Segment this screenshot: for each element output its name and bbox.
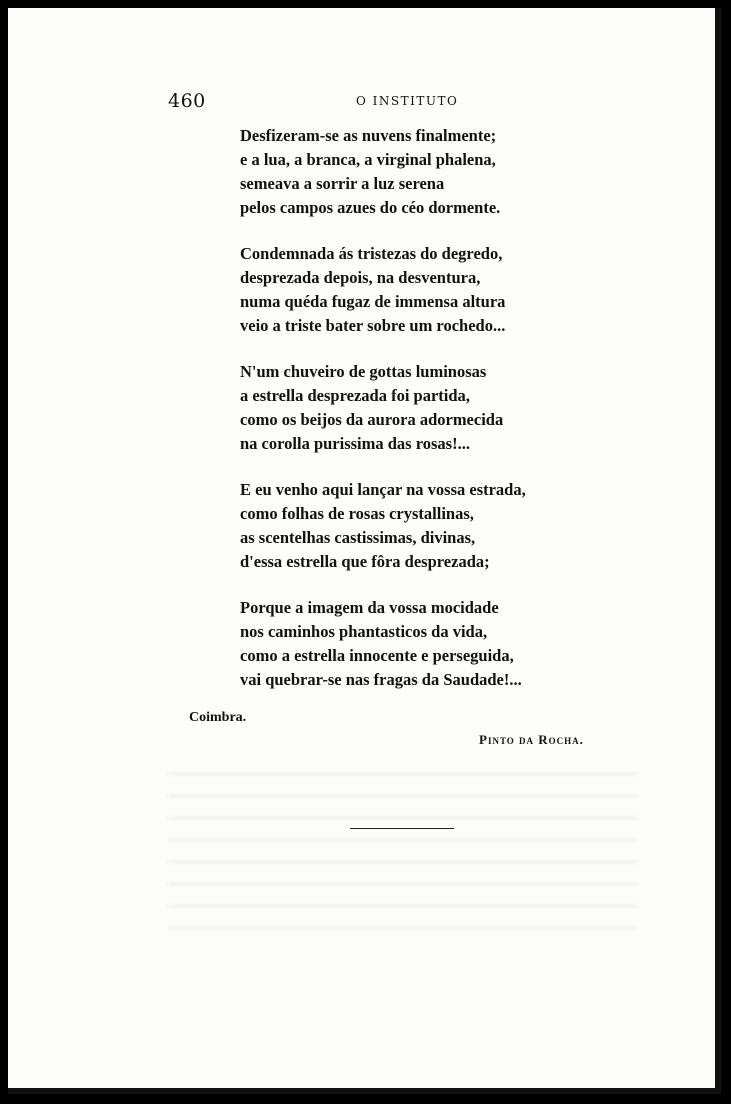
poem-line: veio a triste bater sobre um rochedo... — [240, 316, 506, 335]
poem-line: numa quéda fugaz de immensa altura — [240, 292, 506, 311]
signature-place: Coimbra. — [189, 710, 247, 725]
poem-line: na corolla purissima das rosas!... — [240, 434, 470, 453]
poem-line: d'essa estrella que fôra desprezada; — [240, 552, 490, 571]
poem-line: E eu venho aqui lançar na vossa estrada, — [240, 480, 526, 499]
poem-line: como a estrella innocente e perseguida, — [240, 646, 514, 665]
poem-line: semeava a sorrir a luz serena — [240, 174, 445, 193]
stanza — [240, 242, 700, 338]
signature-author: Pinto da Rocha. — [479, 732, 584, 747]
poem-line: a estrella desprezada foi partida, — [240, 386, 470, 405]
poem-line: Porque a imagem da vossa mocidade — [240, 598, 499, 617]
poem-line: Desfizeram-se as nuvens finalmente; — [240, 126, 497, 145]
running-title: O INSTITUTO — [356, 94, 459, 108]
stanza — [240, 360, 700, 456]
poem-line: Condemnada ás tristezas do degredo, — [240, 244, 503, 263]
poem-line: desprezada depois, na desventura, — [240, 268, 481, 287]
poem-line: como folhas de rosas crystallinas, — [240, 504, 474, 523]
page-number: 460 — [168, 90, 206, 112]
poem-line: N'um chuveiro de gottas luminosas — [240, 362, 487, 381]
poem-line: e a lua, a branca, a virginal phalena, — [240, 150, 496, 169]
poem-line: como os beijos da aurora adormecida — [240, 410, 504, 429]
poem-line: vai quebrar-se nas fragas da Saudade!... — [240, 670, 522, 689]
section-divider — [350, 828, 454, 829]
stanza — [240, 596, 700, 692]
show-through-text — [168, 763, 638, 933]
stanza — [240, 124, 700, 220]
poem-line: as scentelhas castissimas, divinas, — [240, 528, 476, 547]
poem — [240, 124, 700, 714]
poem-line: nos caminhos phantasticos da vida, — [240, 622, 488, 641]
book-page — [8, 8, 721, 1094]
stanza — [240, 478, 700, 574]
poem-line: pelos campos azues do céo dormente. — [240, 198, 501, 217]
